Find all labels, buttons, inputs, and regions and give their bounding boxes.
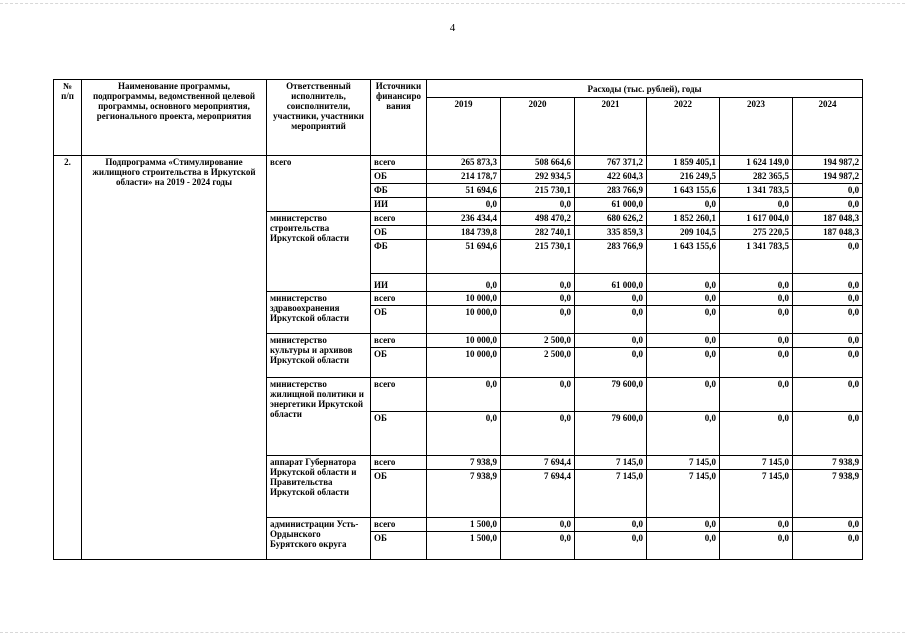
expense-value: 0,0 <box>501 412 575 456</box>
expense-value: 194 987,2 <box>793 156 863 170</box>
funding-source: ФБ <box>371 184 427 198</box>
expense-value: 767 371,2 <box>575 156 647 170</box>
expense-value: 79 600,0 <box>575 412 647 456</box>
expense-value: 2 500,0 <box>501 334 575 348</box>
expense-value: 0,0 <box>720 198 793 212</box>
expense-value: 1 852 260,1 <box>647 212 720 226</box>
expense-value: 292 934,5 <box>501 170 575 184</box>
header-expenses: Расходы (тыс. рублей), годы <box>427 80 863 98</box>
executor-name: министерство строительства Иркутской области <box>267 212 371 292</box>
expense-value: 0,0 <box>575 334 647 348</box>
expense-value: 7 145,0 <box>575 456 647 470</box>
expense-value: 0,0 <box>647 274 720 292</box>
expense-value: 0,0 <box>501 306 575 334</box>
expense-value: 236 434,4 <box>427 212 501 226</box>
expense-value: 0,0 <box>720 532 793 560</box>
expense-value: 214 178,7 <box>427 170 501 184</box>
header-executor: Ответственный исполнитель, соисполнители, участники, участники мероприятий <box>267 80 371 156</box>
expense-value: 0,0 <box>793 532 863 560</box>
expense-value: 1 341 783,5 <box>720 184 793 198</box>
header-year: 2024 <box>793 98 863 156</box>
expense-value: 0,0 <box>793 198 863 212</box>
expense-value: 0,0 <box>427 378 501 412</box>
header-year: 2019 <box>427 98 501 156</box>
header-source: Источники финансиро вания <box>371 80 427 156</box>
funding-source: ФБ <box>371 240 427 274</box>
expense-value: 61 000,0 <box>575 198 647 212</box>
expense-value: 0,0 <box>647 334 720 348</box>
expense-value: 0,0 <box>501 378 575 412</box>
expense-value: 0,0 <box>793 518 863 532</box>
expense-value: 7 694,4 <box>501 456 575 470</box>
expense-value: 0,0 <box>575 518 647 532</box>
expense-value: 508 664,6 <box>501 156 575 170</box>
scan-edge-top <box>0 3 905 4</box>
funding-source: всего <box>371 156 427 170</box>
expense-value: 335 859,3 <box>575 226 647 240</box>
expense-value: 7 938,9 <box>427 470 501 518</box>
funding-source: ОБ <box>371 306 427 334</box>
expense-value: 0,0 <box>501 532 575 560</box>
funding-source: всего <box>371 518 427 532</box>
expense-value: 283 766,9 <box>575 184 647 198</box>
expense-value: 0,0 <box>793 412 863 456</box>
expense-value: 0,0 <box>793 306 863 334</box>
expense-value: 0,0 <box>647 532 720 560</box>
funding-source: всего <box>371 212 427 226</box>
budget-table <box>53 79 863 560</box>
expense-value: 194 987,2 <box>793 170 863 184</box>
expense-value: 0,0 <box>575 348 647 378</box>
expense-value: 0,0 <box>793 240 863 274</box>
expense-value: 7 145,0 <box>647 470 720 518</box>
expense-value: 0,0 <box>647 348 720 378</box>
expense-value: 0,0 <box>647 198 720 212</box>
expense-value: 1 617 004,0 <box>720 212 793 226</box>
expense-value: 0,0 <box>575 292 647 306</box>
funding-source: всего <box>371 334 427 348</box>
expense-value: 1 341 783,5 <box>720 240 793 274</box>
funding-source: ИИ <box>371 198 427 212</box>
expense-value: 0,0 <box>793 274 863 292</box>
funding-source: ОБ <box>371 470 427 518</box>
funding-source: ОБ <box>371 348 427 378</box>
expense-value: 265 873,3 <box>427 156 501 170</box>
expense-value: 10 000,0 <box>427 334 501 348</box>
expense-value: 184 739,8 <box>427 226 501 240</box>
expense-value: 0,0 <box>501 292 575 306</box>
expense-value: 7 145,0 <box>720 470 793 518</box>
funding-source: всего <box>371 292 427 306</box>
expense-value: 0,0 <box>427 274 501 292</box>
funding-source: ОБ <box>371 412 427 456</box>
expense-value: 1 624 149,0 <box>720 156 793 170</box>
expense-value: 0,0 <box>647 378 720 412</box>
expense-value: 1 500,0 <box>427 518 501 532</box>
expense-value: 0,0 <box>720 378 793 412</box>
expense-value: 680 626,2 <box>575 212 647 226</box>
funding-source: всего <box>371 456 427 470</box>
executor-name: аппарат Губернатора Иркутской области и Правительства Иркутской области <box>267 456 371 518</box>
funding-source: ОБ <box>371 226 427 240</box>
expense-value: 2 500,0 <box>501 348 575 378</box>
executor-name: министерство культуры и архивов Иркутской области <box>267 334 371 378</box>
expense-value: 215 730,1 <box>501 240 575 274</box>
header-year: 2023 <box>720 98 793 156</box>
expense-value: 283 766,9 <box>575 240 647 274</box>
funding-source: всего <box>371 378 427 412</box>
expense-value: 0,0 <box>793 348 863 378</box>
expense-value: 0,0 <box>793 378 863 412</box>
expense-value: 7 938,9 <box>427 456 501 470</box>
funding-source: ОБ <box>371 532 427 560</box>
expense-value: 0,0 <box>647 306 720 334</box>
executor-name: министерство здравоохранения Иркутской области <box>267 292 371 334</box>
expense-value: 0,0 <box>427 198 501 212</box>
expense-value: 422 604,3 <box>575 170 647 184</box>
expense-value: 10 000,0 <box>427 306 501 334</box>
expense-value: 51 694,6 <box>427 184 501 198</box>
expense-value: 0,0 <box>647 518 720 532</box>
table-header <box>54 80 863 156</box>
expense-value: 0,0 <box>720 334 793 348</box>
row-number: 2. <box>54 156 82 560</box>
header-no: № п/п <box>54 80 82 156</box>
expense-value: 1 643 155,6 <box>647 184 720 198</box>
expense-value: 209 104,5 <box>647 226 720 240</box>
scan-edge-bottom <box>0 632 905 633</box>
table-body <box>54 156 863 560</box>
executor-name: администрации Усть-Ордынского Бурятского округа <box>267 518 371 560</box>
expense-value: 1 859 405,1 <box>647 156 720 170</box>
expense-value: 0,0 <box>720 292 793 306</box>
expense-value: 10 000,0 <box>427 348 501 378</box>
expense-value: 1 500,0 <box>427 532 501 560</box>
expense-value: 7 145,0 <box>647 456 720 470</box>
expense-value: 0,0 <box>427 412 501 456</box>
expense-value: 7 938,9 <box>793 470 863 518</box>
expense-value: 282 365,5 <box>720 170 793 184</box>
funding-source: ИИ <box>371 274 427 292</box>
expense-value: 0,0 <box>575 306 647 334</box>
funding-source: ОБ <box>371 170 427 184</box>
expense-value: 0,0 <box>575 532 647 560</box>
expense-value: 0,0 <box>501 518 575 532</box>
expense-value: 0,0 <box>720 306 793 334</box>
expense-value: 0,0 <box>501 198 575 212</box>
expense-value: 0,0 <box>647 412 720 456</box>
expense-value: 216 249,5 <box>647 170 720 184</box>
expense-value: 7 694,4 <box>501 470 575 518</box>
expense-value: 0,0 <box>793 292 863 306</box>
expense-value: 51 694,6 <box>427 240 501 274</box>
executor-name: министерство жилищной политики и энергетики Иркутской области <box>267 378 371 456</box>
executor-name: всего <box>267 156 371 212</box>
expense-value: 10 000,0 <box>427 292 501 306</box>
expense-value: 0,0 <box>720 518 793 532</box>
expense-value: 0,0 <box>793 184 863 198</box>
expense-value: 7 938,9 <box>793 456 863 470</box>
expense-value: 0,0 <box>720 274 793 292</box>
expense-value: 0,0 <box>720 412 793 456</box>
expense-value: 282 740,1 <box>501 226 575 240</box>
header-year: 2020 <box>501 98 575 156</box>
expense-value: 0,0 <box>793 334 863 348</box>
expense-value: 1 643 155,6 <box>647 240 720 274</box>
expense-value: 0,0 <box>501 274 575 292</box>
expense-value: 0,0 <box>720 348 793 378</box>
expense-value: 7 145,0 <box>720 456 793 470</box>
header-year: 2022 <box>647 98 720 156</box>
expense-value: 0,0 <box>647 292 720 306</box>
expense-value: 498 470,2 <box>501 212 575 226</box>
expense-value: 7 145,0 <box>575 470 647 518</box>
expense-value: 275 220,5 <box>720 226 793 240</box>
expense-value: 187 048,3 <box>793 212 863 226</box>
expense-value: 79 600,0 <box>575 378 647 412</box>
page-number: 4 <box>449 22 456 34</box>
header-year: 2021 <box>575 98 647 156</box>
header-name: Наименование программы, подпрограммы, ведомственной целевой программы, основного мероприятия, регионального проекта, мероприятия <box>82 80 267 156</box>
table-row <box>54 156 863 170</box>
expense-value: 61 000,0 <box>575 274 647 292</box>
program-name: Подпрограмма «Стимулирование жилищного строительства в Иркутской области» на 2019 - 2024 годы <box>82 156 267 560</box>
expense-value: 215 730,1 <box>501 184 575 198</box>
expense-value: 187 048,3 <box>793 226 863 240</box>
